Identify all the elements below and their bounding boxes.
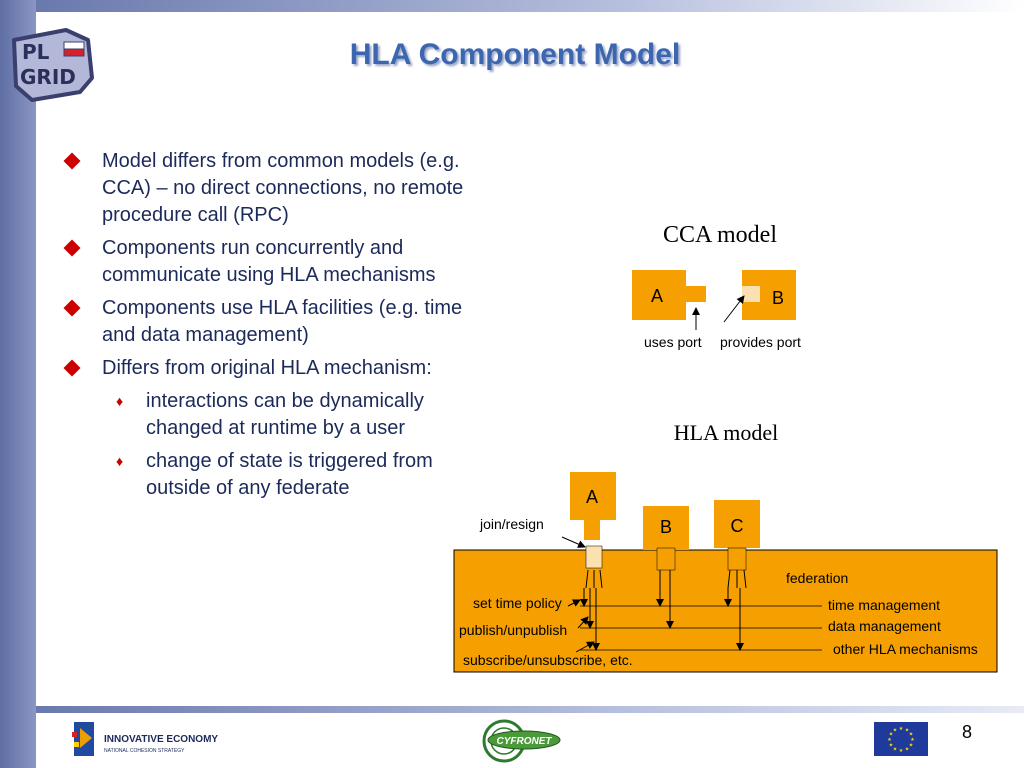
provides-port-arrow	[724, 296, 744, 322]
svg-text:★: ★	[888, 742, 894, 749]
svg-text:★: ★	[888, 731, 894, 738]
cca-component-a	[632, 270, 706, 320]
diamond-bullet-icon	[64, 240, 81, 257]
svg-text:★: ★	[887, 737, 892, 743]
cyfronet-text: CYFRONET	[496, 736, 552, 747]
diamond-bullet-icon	[64, 300, 81, 317]
sub-bullet-text: change of state is triggered from outside of any federate	[146, 450, 433, 499]
bullet-item	[66, 295, 496, 349]
slide-frame-top	[36, 0, 1024, 12]
slide-frame-bottom	[36, 706, 1024, 713]
sub-bullet-text: interactions can be dynamically changed at runtime by a user	[146, 390, 424, 439]
svg-text:★: ★	[908, 742, 914, 749]
join-resign-arrow	[562, 537, 585, 547]
cca-component-b	[742, 270, 796, 320]
cca-a-label: A	[650, 286, 664, 306]
federation-label: federation	[786, 570, 849, 586]
bullet-list	[66, 148, 496, 508]
sub-bullet-list	[102, 388, 496, 502]
small-diamond-icon: ♦	[116, 393, 124, 409]
time-management-label: time management	[828, 597, 941, 613]
subscribe-label: subscribe/unsubscribe, etc.	[463, 652, 633, 668]
hla-c-label: C	[730, 516, 744, 536]
svg-text:★: ★	[904, 746, 910, 753]
cca-model-title: CCA model	[662, 222, 778, 248]
page-number: 8	[962, 722, 973, 742]
svg-text:★: ★	[908, 731, 914, 738]
provides-port-label: provides port	[720, 334, 801, 350]
innovative-economy-logo	[68, 718, 238, 762]
small-diamond-icon: ♦	[116, 453, 124, 469]
svg-text:★: ★	[892, 727, 898, 734]
sub-bullet-item	[102, 448, 496, 502]
hla-b-label: B	[659, 517, 673, 537]
bullet-text: Components run concurrently and communicate using HLA mechanisms	[102, 237, 436, 286]
logo-text-grid: GRID	[20, 65, 76, 89]
diamond-bullet-icon	[64, 153, 81, 170]
other-hla-label: other HLA mechanisms	[833, 641, 978, 657]
component-model-diagram	[440, 210, 1010, 680]
svg-text:★: ★	[892, 746, 898, 753]
logo-text-pl: PL	[22, 40, 50, 64]
svg-text:★: ★	[898, 748, 904, 754]
plgrid-logo	[8, 26, 100, 106]
cca-b-label: B	[771, 288, 785, 308]
svg-text:★: ★	[904, 727, 910, 734]
innovative-economy-title: INNOVATIVE ECONOMY	[104, 734, 219, 745]
bullet-item	[66, 355, 496, 502]
hla-a-label: A	[585, 487, 599, 507]
publish-unpublish-label: publish/unpublish	[459, 622, 568, 638]
svg-text:★: ★	[898, 726, 904, 732]
svg-text:★: ★	[910, 737, 915, 743]
bullet-text: Model differs from common models (e.g. CCA) – no direct connections, no remote procedure call (RPC)	[102, 150, 464, 226]
set-time-policy-label: set time policy	[473, 595, 562, 611]
eu-flag-icon	[874, 722, 928, 756]
cyfronet-logo	[474, 718, 566, 764]
hla-model-title: HLA model	[673, 420, 779, 445]
join-resign-label: join/resign	[480, 516, 544, 532]
slide-frame-left	[0, 0, 36, 768]
bullet-text: Differs from original HLA mechanism:	[102, 357, 432, 379]
slide-title: HLA Component Model	[349, 38, 681, 71]
bullet-item	[66, 235, 496, 289]
uses-port-label: uses port	[644, 334, 702, 350]
bullet-item	[66, 148, 496, 229]
innovative-economy-subtitle: NATIONAL COHESION STRATEGY	[104, 748, 185, 754]
diamond-bullet-icon	[64, 360, 81, 377]
bullet-text: Components use HLA facilities (e.g. time and data management)	[102, 297, 463, 346]
sub-bullet-item	[102, 388, 496, 442]
data-management-label: data management	[828, 618, 941, 634]
